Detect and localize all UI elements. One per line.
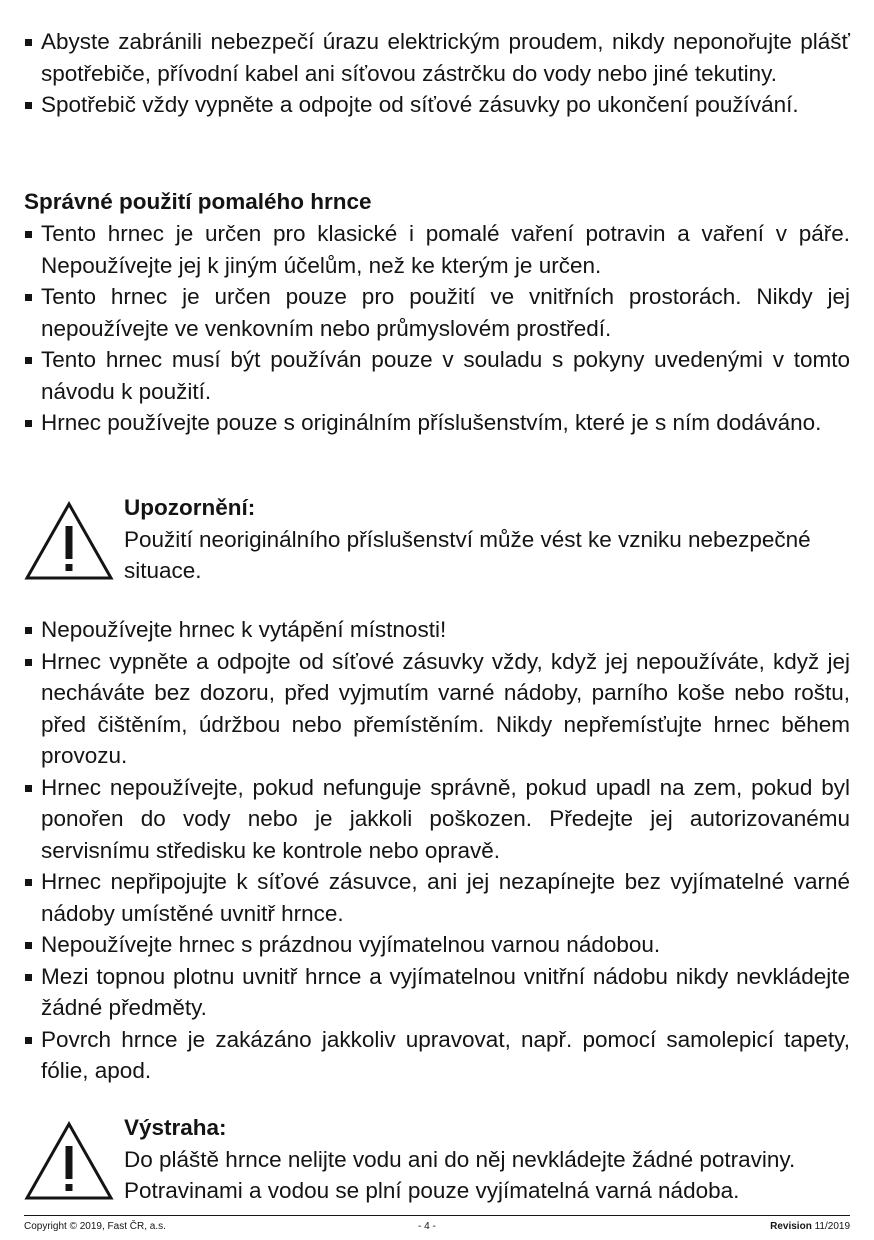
list-item: Abyste zabránili nebezpečí úrazu elektrickým proudem, nikdy neponořujte plášť spotřebiče, přívodní kabel ani síťovou zástrčku do vody nebo jiné tekutiny. xyxy=(24,26,850,89)
section-heading: Správné použití pomalého hrnce xyxy=(24,189,372,214)
revision-label: Revision xyxy=(770,1221,812,1232)
list-item: Hrnec nepřipojujte k síťové zásuvce, ani jej nezapínejte bez vyjímatelné varné nádoby umístěné uvnitř hrnce. xyxy=(24,866,850,929)
bullet-square-icon xyxy=(25,879,32,886)
bullet-square-icon xyxy=(25,357,32,364)
bullet-square-icon xyxy=(25,942,32,949)
bullet-square-icon xyxy=(25,231,32,238)
bullet-square-icon xyxy=(25,627,32,634)
bullet-square-icon xyxy=(25,659,32,666)
list-item: Hrnec používejte pouze s originálním příslušenstvím, které je s ním dodáváno. xyxy=(24,407,850,439)
page-number: - 4 - xyxy=(418,1221,436,1232)
bullet-square-icon xyxy=(25,39,32,46)
list-item: Tento hrnec je určen pouze pro použití ve vnitřních prostorách. Nikdy jej nepoužívejte ve venkovním nebo průmyslovém prostředí. xyxy=(24,281,850,344)
warning-text xyxy=(124,1112,850,1207)
revision-info xyxy=(770,1218,850,1236)
list-item: Spotřebič vždy vypněte a odpojte od síťové zásuvky po ukončení používání. xyxy=(24,89,850,121)
caution-body: Použití neoriginálního příslušenství může vést ke vzniku nebezpečné situace. xyxy=(124,526,811,583)
bullet-square-icon xyxy=(25,102,32,109)
copyright-text: Copyright © 2019, Fast ČR, a.s. xyxy=(24,1221,166,1232)
list-item: Hrnec vypněte a odpojte od síťové zásuvky vždy, když jej nepoužíváte, když jej necháváte bez dozoru, před vyjmutím varné nádoby, parního koše nebo roštu, před čištěním, údržbou nebo přemístěním. Nikdy nepřemísťujte hrnec během provozu. xyxy=(24,646,850,772)
top-bullet-list xyxy=(24,26,850,121)
list-item: Mezi topnou plotnu uvnitř hrnce a vyjímatelnou vnitřní nádobu nikdy nevkládejte žádné předměty. xyxy=(24,961,850,1024)
revision-value: 11/2019 xyxy=(814,1221,850,1232)
caution-title: Upozornění: xyxy=(124,495,256,520)
list-item: Nepoužívejte hrnec s prázdnou vyjímatelnou varnou nádobou. xyxy=(24,929,850,961)
bullet-square-icon xyxy=(25,1037,32,1044)
list-item: Nepoužívejte hrnec k vytápění místnosti! xyxy=(24,614,850,646)
bullet-square-icon xyxy=(25,420,32,427)
warning-triangle-icon xyxy=(24,500,114,582)
warning-triangle-icon xyxy=(24,1120,114,1202)
caution-text xyxy=(124,492,850,587)
list-item: Tento hrnec musí být používán pouze v souladu s pokyny uvedenými v tomto návodu k použití. xyxy=(24,344,850,407)
warning-title: Výstraha: xyxy=(124,1115,227,1140)
list-item: Hrnec nepoužívejte, pokud nefunguje správně, pokud upadl na zem, pokud byl ponořen do vody nebo je jakkoli poškozen. Předejte jej autorizovanému servisnímu středisku ke kontrole nebo opravě. xyxy=(24,772,850,867)
page-footer xyxy=(24,1215,850,1232)
list-item: Tento hrnec je určen pro klasické i pomalé vaření potravin a vaření v páře. Nepoužívejte jej k jiným účelům, než ke kterým je určen. xyxy=(24,218,850,281)
middle-bullet-list xyxy=(24,614,850,1087)
warning-body: Do pláště hrnce nelijte vodu ani do něj nevkládejte žádné potraviny. Potravinami a vodou se plní pouze vyjímatelná varná nádoba. xyxy=(124,1146,796,1203)
list-item: Povrch hrnce je zakázáno jakkoliv upravovat, např. pomocí samolepicí tapety, fólie, apod. xyxy=(24,1024,850,1087)
bullet-square-icon xyxy=(25,974,32,981)
section-bullet-list xyxy=(24,218,850,439)
bullet-square-icon xyxy=(25,294,32,301)
bullet-square-icon xyxy=(25,785,32,792)
